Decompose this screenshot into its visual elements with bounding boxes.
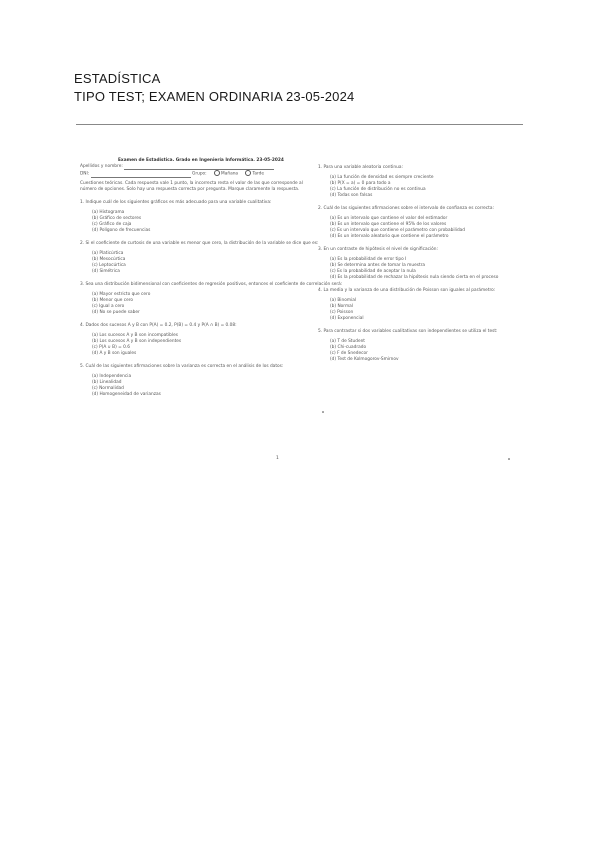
afternoon-radio xyxy=(245,170,251,176)
scan-dni-row xyxy=(80,170,295,176)
scan-question xyxy=(80,241,319,275)
scan-answer-option: (b) Menor que cero xyxy=(92,298,134,303)
scan-answer-option: (d) A y B son iguales xyxy=(92,351,137,356)
scan-answer-option: (a) T de Student xyxy=(330,339,365,344)
scan-answer-option: (a) Histograma xyxy=(92,210,125,215)
scan-question-text: 4. La media y la varianza de una distribución de Poisson son iguales al parámetro: xyxy=(318,288,496,293)
scan-question xyxy=(318,206,533,240)
scan-question xyxy=(318,247,533,281)
header-divider xyxy=(76,124,523,125)
scan-answer-option: (c) Igual a cero xyxy=(92,304,125,309)
scan-answer-option: (a) Mayor estricto que cero xyxy=(92,292,151,297)
scanned-exam-image xyxy=(80,158,520,468)
scan-answer-option: (b) Gráfico de sectores xyxy=(92,216,142,221)
scan-question xyxy=(318,329,533,363)
scan-question-text: 2. Cuál de las siguientes afirmaciones sobre el intervalo de confianza es correcta: xyxy=(318,206,494,211)
scan-afternoon-option: Tarde xyxy=(252,171,265,177)
scan-morning-option: Mañana xyxy=(221,171,239,177)
scan-answer-option: (c) Normalidad xyxy=(92,386,124,391)
scan-answer-option: (d) Todas son falsas xyxy=(330,193,373,198)
scan-answer-option: (c) P(A ∪ B) = 0.6 xyxy=(92,345,130,350)
exam-title: TIPO TEST; EXAMEN ORDINARIA 23-05-2024 xyxy=(74,89,355,104)
scan-speck xyxy=(508,458,510,460)
scan-question-text: 4. Dados dos sucesos A y B con P(A) = 0.2, P(B) = 0.4 y P(A ∩ B) = 0.08: xyxy=(80,323,237,328)
scan-question-text: 2. Si el coeficiente de curtosis de una variable es menor que cero, la distribución de la variable se dice que es: xyxy=(80,241,319,246)
scan-answer-option: (a) Es un intervalo que contiene el valor del estimador xyxy=(330,216,448,221)
scan-answer-option: (c) Gráfico de caja xyxy=(92,222,132,227)
scan-question xyxy=(80,323,295,357)
scan-answer-option: (d) Homogeneidad de varianzas xyxy=(92,392,161,397)
scan-answer-option: (a) Es la probabilidad de error tipo I xyxy=(330,257,407,262)
scan-answer-option: (d) Simétrica xyxy=(92,269,120,274)
morning-radio xyxy=(214,170,220,176)
scan-question-text: 1. Indique cuál de los siguientes gráficos es más adecuado para una variable cualitativa: xyxy=(80,200,272,205)
scan-answer-option: (a) Los sucesos A y B son incompatibles xyxy=(92,333,178,338)
scan-page-number: 1 xyxy=(276,456,279,461)
scan-answer-option: (b) Los sucesos A y B son independientes xyxy=(92,339,182,344)
scan-right-column xyxy=(318,158,533,363)
dni-blank xyxy=(91,173,191,178)
scan-answer-option: (d) Exponencial xyxy=(330,316,364,321)
scan-question-text: 3. Sea una distribución bidimensional con coeficientes de regresión positivos, entonces el coeficiente de correlación será: xyxy=(80,282,343,287)
scan-answer-option: (c) F de Snedecor xyxy=(330,351,368,356)
scan-answer-option: (a) Independencia xyxy=(92,374,132,379)
scan-question xyxy=(318,288,533,322)
scan-answer-option: (c) Es la probabilidad de aceptar la nula xyxy=(330,269,416,274)
subject-title: ESTADÍSTICA xyxy=(74,71,161,86)
scan-instructions-line: número de opciones. Solo hay una respuesta correcta por pregunta. Marque claramente la respuesta. xyxy=(80,187,300,192)
scan-answer-option: (a) Binomial xyxy=(330,298,357,303)
scan-question-text: 5. Para contrastar si dos variables cualitativas son independientes se utiliza el test: xyxy=(318,329,498,334)
scan-right-questions xyxy=(318,165,533,363)
scan-question-text: 3. En un contraste de hipótesis el nivel de significación: xyxy=(318,247,438,252)
page-header xyxy=(74,70,354,106)
scan-instructions-line: Cuestiones teóricas. Cada respuesta vale 1 punto, la incorrecta resta el valor de las que corresponde al xyxy=(80,181,303,186)
scan-answer-option: (d) Es la probabilidad de rechazar la hipótesis nula siendo cierta en el proceso xyxy=(330,275,499,280)
scan-exam-title: Examen de Estadística. Grado en Ingeniería Informática. 23-05-2024 xyxy=(118,158,284,163)
scan-answer-option: (b) P(X = a) = 0 para todo a xyxy=(330,181,391,186)
scan-question xyxy=(80,364,295,398)
scan-question xyxy=(318,165,533,199)
scan-group-label: Grupo: xyxy=(192,171,207,177)
scan-answer-option: (c) Poisson xyxy=(330,310,354,315)
scan-answer-option: (a) La función de densidad es siempre creciente xyxy=(330,175,434,180)
scan-answer-option: (b) Normal xyxy=(330,304,353,309)
scan-question-text: 1. Para una variable aleatoria continua: xyxy=(318,165,403,170)
scan-question-text: 5. Cuál de las siguientes afirmaciones sobre la varianza es correcta en el análisis de los datos: xyxy=(80,364,284,369)
scan-question xyxy=(80,200,295,234)
scan-answer-option: (d) No se puede saber xyxy=(92,310,140,315)
scan-answer-option: (b) Chi-cuadrado xyxy=(330,345,367,350)
scan-answer-option: (d) Polígono de frecuencias xyxy=(92,228,151,233)
scan-answer-option: (c) La función de distribución no es continua xyxy=(330,187,426,192)
scan-answer-option: (b) Es un intervalo que contiene el 95% de los valores xyxy=(330,222,447,227)
scan-answer-option: (b) Linealidad xyxy=(92,380,122,385)
scan-answer-option: (a) Platicúrtica xyxy=(92,251,124,256)
scan-answer-option: (d) Test de Kolmogorov-Smirnov xyxy=(330,357,399,362)
scan-answer-option: (b) Mesocúrtica xyxy=(92,257,126,262)
scan-answer-option: (c) Es un intervalo que contiene el parámetro con probabilidad xyxy=(330,228,466,233)
scan-answer-option: (d) Es un intervalo aleatorio que contiene el parámetro xyxy=(330,234,449,239)
scan-answer-option: (b) Se determina antes de tomar la muestra xyxy=(330,263,426,268)
scan-speck xyxy=(322,411,324,413)
scan-dni-label: DNI: xyxy=(80,171,90,177)
scan-name-label: Apellidos y nombre: xyxy=(80,164,123,169)
scan-answer-option: (c) Leptocúrtica xyxy=(92,263,126,268)
